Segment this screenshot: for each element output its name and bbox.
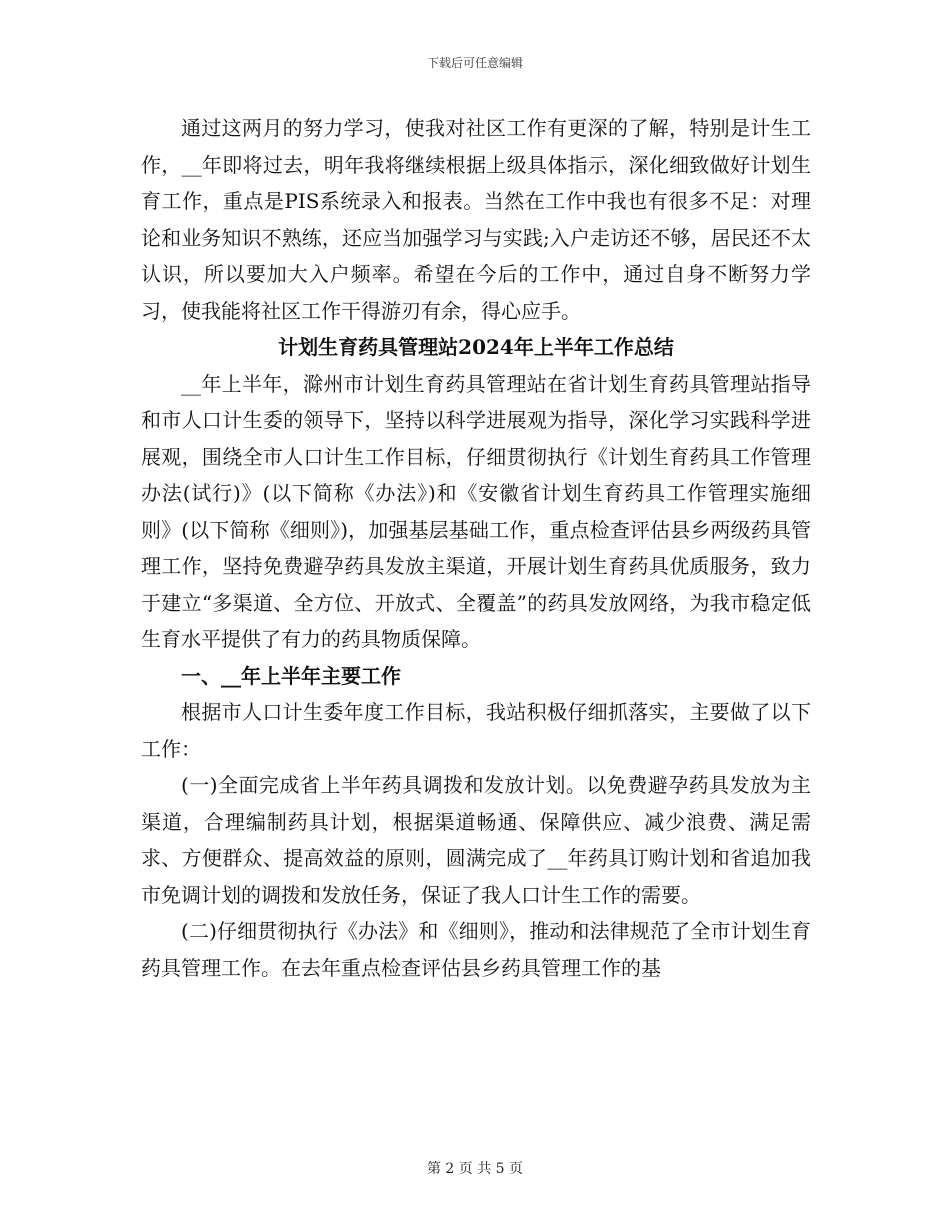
page-number: 第 2 页 共 5 页 <box>426 1161 524 1177</box>
document-title: 计划生育药具管理站2024年上半年工作总结 <box>278 335 674 359</box>
paragraph-community-work: 通过这两月的努力学习，使我对社区工作有更深的了解，特别是计生工作，__年即将过去，明年我将继续根据上级具体指示，深化细致做好计划生育工作，重点是PIS系统录入和报表。当然在工作中我也有很多不足：对理论和业务知识不熟练，还应当加强学习与实践;入户走访还不够，居民还不太认识，所以要加大入户频率。希望在今后的工作中，通过自身不断努力学习，使我能将社区工作干得游刃有余，得心应手。 <box>141 116 811 323</box>
page-header: 下载后可任意编辑 <box>426 56 523 70</box>
section-heading-main-work: 一、__年上半年主要工作 <box>181 663 401 688</box>
paragraph-item-1: (一)全面完成省上半年药具调拨和发放计划。以免费避孕药具发放为主渠道，合理编制药具计划，根据渠道畅通、保障供应、减少浪费、满足需求、方便群众、提高效益的原则，圆满完成了__年药具订购计划和省追加我市免调计划的调拨和发放任务，保证了我人口计生工作的需要。 <box>141 773 811 907</box>
paragraph-intro: __年上半年，滁州市计划生育药具管理站在省计划生育药具管理站指导和市人口计生委的领导下，坚持以科学进展观为指导，深化学习实践科学进展观，围绕全市人口计生工作目标，仔细贯彻执行《计划生育药具工作管理办法(试行)》(以下简称《办法》)和《安徽省计划生育药具工作管理实施细则》(以下简称《细则》)，加强基层基础工作，重点检查评估县乡两级药具管理工作，坚持免费避孕药具发放主渠道，开展计划生育药具优质服务，致力于建立“多渠道、全方位、开放式、全覆盖”的药具发放网络，为我市稳定低生育水平提供了有力的药具物质保障。 <box>141 371 811 651</box>
document-body <box>141 110 811 986</box>
paragraph-item-2: (二)仔细贯彻执行《办法》和《细则》，推动和法律规范了全市计划生育药具管理工作。在去年重点检查评估县乡药具管理工作的基 <box>141 919 811 980</box>
paragraph-work-overview: 根据市人口计生委年度工作目标，我站积极仔细抓落实，主要做了以下工作： <box>141 700 811 761</box>
